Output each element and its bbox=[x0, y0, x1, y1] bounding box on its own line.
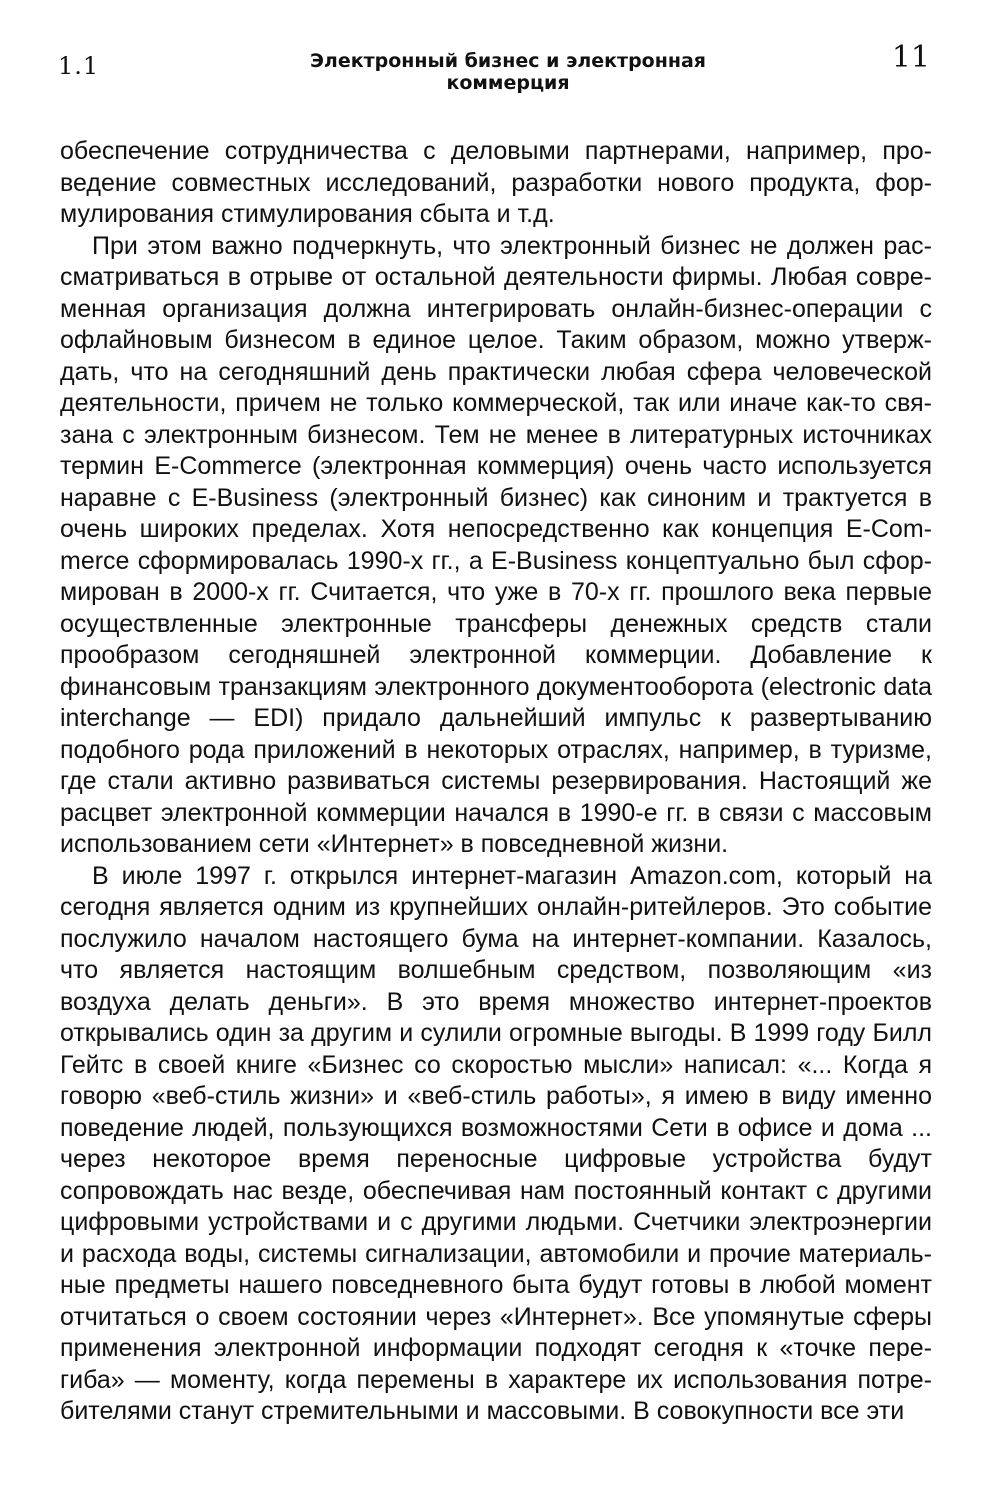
paragraph: обеспечение сотрудничества с деловыми партнерами, например, проведение совместных исследований, разработки нового продукта, формулирования стимулирования сбыта и т.д. bbox=[60, 137, 932, 228]
running-header bbox=[58, 38, 930, 94]
paragraph: В июле 1997 г. открылся интернет-магазин Amazon.com, который на сегодня является одним из крупнейших онлайн-ритейлеров. Это событие послужило началом настоящего бума на интернет-компании. Казалось, что является настоящим волшебным средством, позволяющим «из воздуха делать деньги». В это время множество интернет-проектов открывались один за другим и сулили огромные выгоды. В 1999 году Билл Гейтс в своей книге «Бизнес со скоростью мысли» написал: «... Когда я говорю «веб-стиль жизни» и «веб-стиль работы», я имею в виду именно поведение людей, пользующихся возможностями Сети в офисе и дома ... через некоторое время переносные цифровые устройства будут сопровождать нас везде, обеспечивая нам постоянный контакт с другими цифровыми устройствами и с другими людьми. Счетчики электроэнергии и расхода воды, системы сигнализации, автомобили и прочие материальные предметы нашего повседневного быта будут готовы в любой момент отчитаться о своем состоянии через «Интернет». Все упомянутые сферы применения электронной информации подходят сегодня к «точке перегиба» — моменту, когда перемены в характере их использования потребителями станут стремительными и массовыми. В совокупности все эти bbox=[60, 861, 932, 1425]
running-title: Электронный бизнес и электронная коммерция bbox=[309, 50, 706, 94]
page-number: 11 bbox=[891, 40, 930, 75]
body-text bbox=[60, 136, 932, 1428]
section-number: 1.1 bbox=[58, 52, 100, 80]
paragraph: При этом важно подчеркнуть, что электронный бизнес не должен рассматриваться в отрыве от остальной деятельности фирмы. Любая современная организация должна интегрировать онлайн-бизнес-операции с офлайновым бизнесом в единое целое. Таким образом, можно утверждать, что на сегодняшний день практически любая сфера человеческой деятельности, причем не только коммерческой, так или иначе как-то связана с электронным бизнесом. Тем не менее в литературных источниках термин E-Commerce (электронная коммерция) очень часто используется наравне с E-Business (электронный бизнес) как синоним и трактуется в очень широких пределах. Хотя непосредственно как концепция E-Commerce сформировалась 1990-х гг., а E-Business концептуально был сформирован в 2000-х гг. Считается, что уже в 70-х гг. прошлого века первые осуществленные электронные трансферы денежных средств стали прообразом сегодняшней электронной коммерции. Добавление к финансовым транзакциям электронного документооборота (electronic data interchange — EDI) придало дальнейший импульс к развертыванию подобного рода приложений в некоторых отраслях, например, в туризме, где стали активно развиваться системы резервирования. Настоящий же расцвет электронной коммерции начался в 1990-е гг. в связи с массовым использованием сети «Интернет» в повседневной жизни. bbox=[60, 231, 932, 858]
